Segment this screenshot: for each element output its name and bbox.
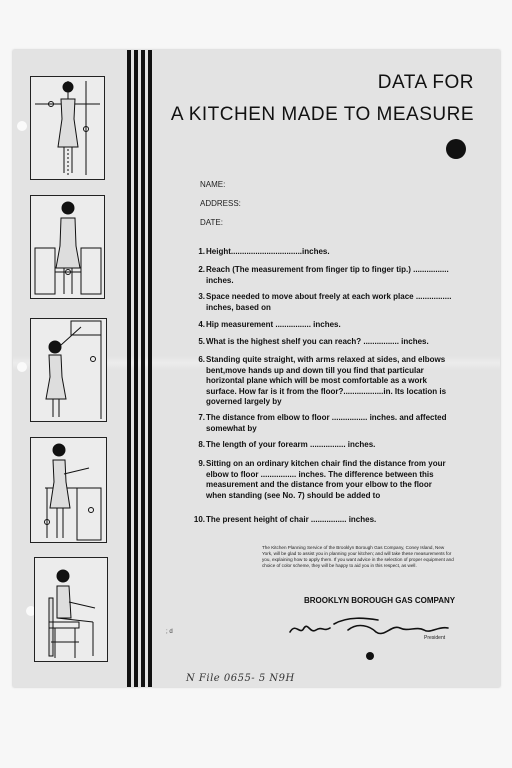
list-item: 7. The distance from elbow to floor ................ inches. and affected somewhat by xyxy=(198,413,447,433)
height-figure xyxy=(30,76,105,180)
list-item: 6. Standing quite straight, with arms relaxed at sides, and elbows bent,move hands up and down till you find that particular horizontal plane which will be most comfortable as a work surface. How far is it from the floor?..................in. Its location is governed largely by xyxy=(198,355,447,406)
elbow-figure xyxy=(30,437,107,543)
list-item: 5. What is the highest shelf you can reach? ................ inches. xyxy=(198,337,429,346)
list-item: 2. Reach (The measurement from finger tip to finger tip.) ................ inches. xyxy=(198,265,449,285)
punch-hole xyxy=(17,121,27,131)
service-note: The Kitchen Planning Service of the Brooklyn Borough Gas Company, Coney Island, New York, will be glad to assist you in planning your kitchen; and will take these measurements for you, explaining how to apply them. If you want advice in the selection of proper equipment and choice of color scheme, they will be happy to aid you in this respect, as well. xyxy=(262,545,454,569)
handwritten-file-note: N File 0655- 5 N9H xyxy=(186,673,295,684)
signer-title: President xyxy=(424,635,446,641)
address-field-label: ADDRESS: xyxy=(200,199,241,208)
seated-figure xyxy=(34,557,108,662)
hip-figure xyxy=(30,195,105,299)
margin-mark: ; d xyxy=(166,629,173,635)
punch-hole xyxy=(17,362,27,372)
list-item: 8. The length of your forearm ................ inches. xyxy=(198,440,376,449)
decorative-dot-small xyxy=(366,652,374,660)
decorative-dot xyxy=(446,139,466,159)
list-item: 4. Hip measurement ................ inches. xyxy=(198,320,341,329)
title-line-2: A KITCHEN MADE TO MEASURE xyxy=(170,104,474,125)
company-name: BROOKLYN BOROUGH GAS COMPANY xyxy=(304,596,456,605)
title-line-1: DATA FOR xyxy=(377,72,474,93)
date-field-label: DATE: xyxy=(200,218,223,227)
name-field-label: NAME: xyxy=(200,180,226,189)
list-item: 10. The present height of chair ................ inches. xyxy=(193,515,377,524)
list-item: 3. Space needed to move about freely at each work place ................ inches, based on xyxy=(198,292,452,312)
list-item: 1. Height................................inches. xyxy=(198,247,330,256)
vertical-stripes xyxy=(127,50,153,687)
reach-figure xyxy=(30,318,107,422)
list-item: 9. Sitting on an ordinary kitchen chair find the distance from your elbow to floor ................ inches. The difference between this measurement and the distance from your elbow to the floor when standing (see No. 7) should be added to xyxy=(198,459,446,500)
